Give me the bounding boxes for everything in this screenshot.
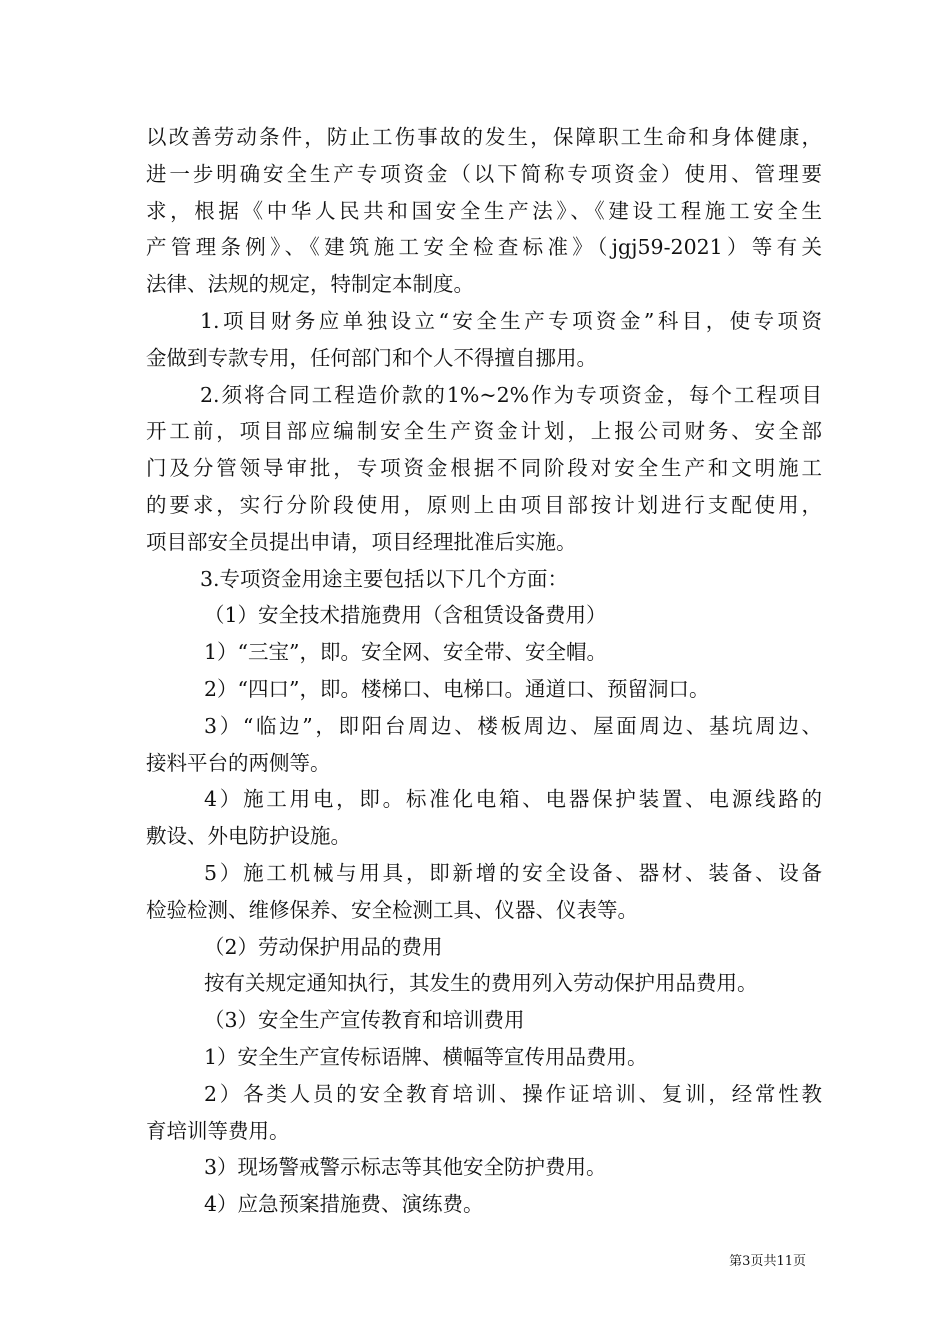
text-line: 求，根据《中华人民共和国安全生产法》、《建设工程施工安全生 xyxy=(146,198,822,223)
text-line: 产管理条例》、《建筑施工安全检查标准》（jgj59-2021）等有关 xyxy=(146,235,822,260)
text-line: 按有关规定通知执行，其发生的费用列入劳动保护用品费用。 xyxy=(204,971,758,996)
text-line: 1）“三宝”，即。安全网、安全带、安全帽。 xyxy=(204,640,608,665)
page-number: 第3页共11页 xyxy=(729,1254,806,1269)
text-line: 2）各类人员的安全教育培训、操作证培训、复训，经常性教 xyxy=(204,1081,822,1106)
text-line: 4）施工用电，即。标准化电箱、电器保护装置、电源线路的 xyxy=(204,787,822,812)
text-line: 门及分管领导审批，专项资金根据不同阶段对安全生产和文明施工 xyxy=(146,456,822,481)
text-line: 5）施工机械与用具，即新增的安全设备、器材、装备、设备 xyxy=(204,860,822,885)
text-line: 接料平台的两侧等。 xyxy=(146,750,331,775)
text-line: 的要求，实行分阶段使用，原则上由项目部按计划进行支配使用， xyxy=(146,492,822,517)
text-line: 项目部安全员提出申请，项目经理批准后实施。 xyxy=(146,529,577,554)
text-line: 1.项目财务应单独设立“安全生产专项资金”科目，使专项资 xyxy=(200,308,822,333)
text-line: 2）“四口”，即。楼梯口、电梯口。通道口、预留洞口。 xyxy=(204,676,710,701)
text-line: 进一步明确安全生产专项资金（以下简称专项资金）使用、管理要 xyxy=(146,161,822,186)
text-line: 开工前，项目部应编制安全生产资金计划，上报公司财务、安全部 xyxy=(146,419,822,444)
text-line: 2.须将合同工程造价款的1%~2%作为专项资金，每个工程项目 xyxy=(200,382,822,407)
text-line: 检验检测、维修保养、安全检测工具、仪器、仪表等。 xyxy=(146,897,638,922)
text-line: 敷设、外电防护设施。 xyxy=(146,824,351,849)
text-line: 1）安全生产宣传标语牌、横幅等宣传用品费用。 xyxy=(204,1044,648,1069)
text-line: 以改善劳动条件，防止工伤事故的发生，保障职工生命和身体健康， xyxy=(146,125,822,149)
text-line: 金做到专款专用，任何部门和个人不得擅自挪用。 xyxy=(146,345,597,370)
text-line: 育培训等费用。 xyxy=(146,1118,290,1143)
text-line: （2）劳动保护用品的费用 xyxy=(204,934,443,959)
text-line: （3）安全生产宣传教育和培训费用 xyxy=(204,1008,525,1033)
text-line: 3）“临边”，即阳台周边、楼板周边、屋面周边、基坑周边、 xyxy=(204,713,822,738)
text-line: 法律、法规的规定，特制定本制度。 xyxy=(146,272,474,297)
document-body xyxy=(146,119,822,1223)
text-line: 3）现场警戒警示标志等其他安全防护费用。 xyxy=(204,1155,607,1180)
text-line: 4）应急预案措施费、演练费。 xyxy=(204,1192,484,1217)
text-line: （1）安全技术措施费用（含租赁设备费用） xyxy=(204,603,607,628)
text-line: 3.专项资金用途主要包括以下几个方面： xyxy=(200,566,569,591)
